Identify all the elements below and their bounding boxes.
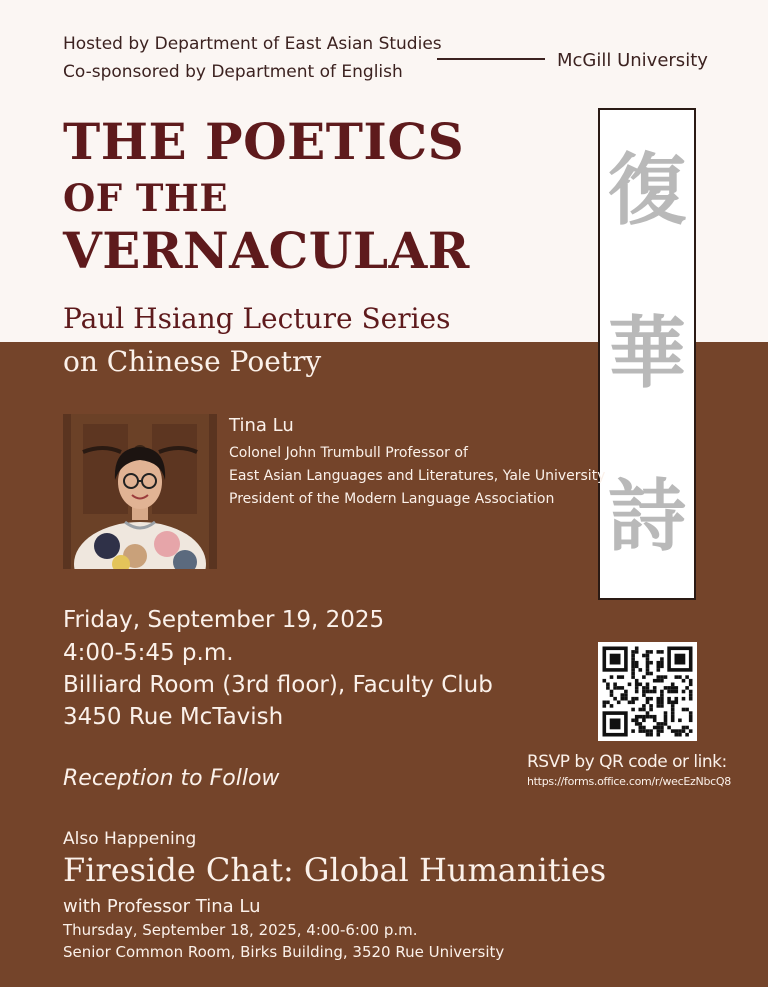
event-room: Billiard Room (3rd floor), Faculty Club [63,672,493,698]
calligraphy-char-3: 詩 [607,470,686,562]
speaker-photo [63,414,217,569]
event-date: Friday, September 19, 2025 [63,607,385,633]
cosponsored-by: Co-sponsored by Department of English [63,62,403,82]
event-time: 4:00-5:45 p.m. [63,640,234,666]
speaker-name: Tina Lu [229,415,294,436]
fireside-datetime: Thursday, September 18, 2025, 4:00-6:00 p.m. [63,921,418,939]
fireside-speaker: with Professor Tina Lu [63,896,261,917]
qr-code[interactable] [598,642,697,741]
fireside-place: Senior Common Room, Birks Building, 3520 Rue University [63,943,505,961]
calligraphy-banner [598,108,696,600]
qr-code-graphic [598,642,697,741]
also-happening-heading: Also Happening [63,829,197,849]
event-address: 3450 Rue McTavish [63,704,284,730]
title-line-3: VERNACULAR [63,221,470,280]
rsvp-label: RSVP by QR code or link: [527,752,727,772]
title-line-1: THE POETICS [63,112,465,171]
rsvp-link[interactable]: https://forms.office.com/r/wecEzNbcQ8 [527,775,731,788]
series-line-1: Paul Hsiang Lecture Series [63,302,451,335]
header-divider [437,58,545,60]
title-line-2: OF THE [63,176,229,220]
hosted-by: Hosted by Department of East Asian Studies [63,34,442,54]
calligraphy-char-1: 復 [607,145,686,237]
speaker-title-1: Colonel John Trumbull Professor of [229,445,468,461]
reception-note: Reception to Follow [63,766,280,791]
calligraphy-char-2: 華 [607,307,686,399]
fireside-chat-title: Fireside Chat: Global Humanities [63,851,607,889]
university-name: McGill University [557,50,708,71]
speaker-title-2: East Asian Languages and Literatures, Yale University [229,468,606,484]
speaker-title-3: President of the Modern Language Association [229,491,555,507]
series-line-2: on Chinese Poetry [63,345,322,378]
